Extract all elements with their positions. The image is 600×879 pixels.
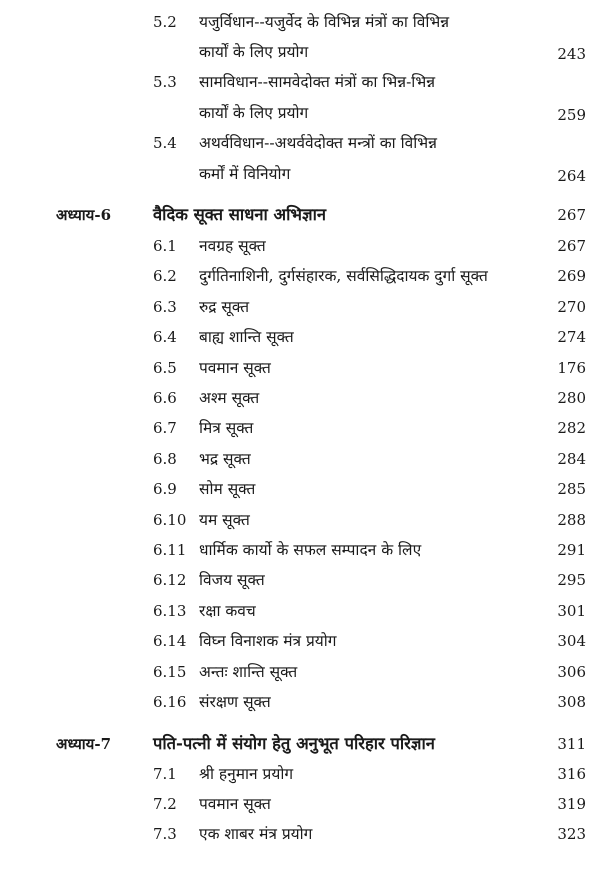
chapter-page: 311 bbox=[557, 735, 586, 753]
entry-title: अन्तः शान्ति सूक्त bbox=[199, 662, 298, 681]
entry-title: एक शाबर मंत्र प्रयोग bbox=[199, 825, 313, 843]
entry-page: 284 bbox=[557, 449, 586, 468]
entry-title: रुद्र सूक्त bbox=[199, 297, 250, 316]
chapter-page: 267 bbox=[557, 206, 586, 224]
entry-title: अथर्वविधान--अथर्ववेदोक्त मन्त्रों का विभिन्न bbox=[199, 134, 437, 152]
entry-page: 319 bbox=[557, 795, 586, 813]
entry-title: सामविधान--सामवेदोक्त मंत्रों का भिन्न-भिन्न bbox=[199, 73, 436, 91]
entry-page: 270 bbox=[557, 297, 586, 316]
chapter-label: अध्याय-6 bbox=[56, 206, 112, 224]
entry-page: 274 bbox=[557, 328, 586, 347]
entry-title: कार्यों के लिए प्रयोग bbox=[199, 43, 309, 61]
entry-number: 6.16 bbox=[153, 693, 187, 711]
entry-title: श्री हनुमान प्रयोग bbox=[199, 765, 294, 783]
entry-number: 5.3 bbox=[153, 73, 177, 91]
entry-page: 306 bbox=[557, 662, 586, 681]
entry-page: 288 bbox=[557, 510, 586, 529]
entry-number: 7.2 bbox=[153, 795, 177, 813]
entry-number: 6.8 bbox=[153, 449, 177, 468]
entry-number: 6.4 bbox=[153, 328, 177, 347]
entry-title: यजुर्विधान--यजुर्वेद के विभिन्न मंत्रों का विभिन्न bbox=[199, 13, 450, 31]
entry-number: 6.10 bbox=[153, 510, 187, 529]
entry-number: 6.3 bbox=[153, 297, 177, 316]
entry-title: विघ्न विनाशक मंत्र प्रयोग bbox=[199, 632, 337, 651]
entry-title: नवग्रह सूक्त bbox=[199, 237, 266, 255]
entry-number: 6.2 bbox=[153, 267, 177, 286]
entry-title: कर्मों में विनियोग bbox=[199, 165, 291, 183]
entry-number: 6.15 bbox=[153, 662, 187, 681]
entry-page: 323 bbox=[557, 825, 586, 843]
entry-title: यम सूक्त bbox=[199, 510, 250, 529]
entry-number: 6.7 bbox=[153, 419, 177, 438]
entry-number: 6.5 bbox=[153, 358, 177, 377]
entry-title: भद्र सूक्त bbox=[199, 449, 251, 468]
entry-number: 6.6 bbox=[153, 389, 177, 407]
entry-number: 6.1 bbox=[153, 237, 177, 255]
entry-title: सोम सूक्त bbox=[199, 480, 256, 499]
entry-title: बाह्य शान्ति सूक्त bbox=[199, 328, 294, 347]
entry-number: 6.13 bbox=[153, 601, 187, 620]
entry-page: 176 bbox=[557, 358, 586, 377]
entry-page: 285 bbox=[557, 480, 586, 499]
entry-page: 280 bbox=[557, 389, 586, 407]
entry-title: संरक्षण सूक्त bbox=[199, 693, 271, 711]
entry-page: 264 bbox=[557, 167, 586, 185]
entry-title: अश्म सूक्त bbox=[199, 389, 260, 407]
entry-title: कार्यों के लिए प्रयोग bbox=[199, 104, 309, 122]
entry-page: 243 bbox=[557, 45, 586, 63]
entry-page: 291 bbox=[557, 541, 586, 559]
entry-title: पवमान सूक्त bbox=[199, 795, 271, 813]
chapter-label: अध्याय-7 bbox=[56, 735, 112, 753]
entry-page: 304 bbox=[557, 632, 586, 651]
entry-title: विजय सूक्त bbox=[199, 571, 265, 590]
entry-page: 295 bbox=[557, 571, 586, 590]
entry-title: दुर्गतिनाशिनी, दुर्गसंहारक, सर्वसिद्धिदायक दुर्गा सूक्त bbox=[199, 267, 488, 286]
entry-title: पवमान सूक्त bbox=[199, 358, 271, 377]
entry-number: 6.11 bbox=[153, 541, 187, 559]
entry-page: 267 bbox=[557, 237, 586, 255]
entry-number: 5.4 bbox=[153, 134, 177, 152]
entry-page: 259 bbox=[557, 106, 586, 124]
chapter-title: पति-पत्नी में संयोग हेतु अनुभूत परिहार परिज्ञान bbox=[153, 734, 435, 753]
entry-title: धार्मिक कार्यो के सफल सम्पादन के लिए bbox=[199, 541, 422, 559]
entry-number: 6.12 bbox=[153, 571, 187, 590]
entry-title: मित्र सूक्त bbox=[199, 419, 254, 438]
entry-number: 7.3 bbox=[153, 825, 177, 843]
entry-page: 301 bbox=[557, 601, 586, 620]
entry-page: 316 bbox=[557, 765, 586, 783]
entry-title: रक्षा कवच bbox=[199, 601, 256, 620]
entry-page: 308 bbox=[557, 693, 586, 711]
entry-page: 282 bbox=[557, 419, 586, 438]
entry-number: 6.14 bbox=[153, 632, 187, 651]
entry-number: 6.9 bbox=[153, 480, 177, 499]
entry-number: 5.2 bbox=[153, 13, 177, 31]
entry-number: 7.1 bbox=[153, 765, 177, 783]
entry-page: 269 bbox=[557, 267, 586, 286]
chapter-title: वैदिक सूक्त साधना अभिज्ञान bbox=[153, 205, 327, 224]
